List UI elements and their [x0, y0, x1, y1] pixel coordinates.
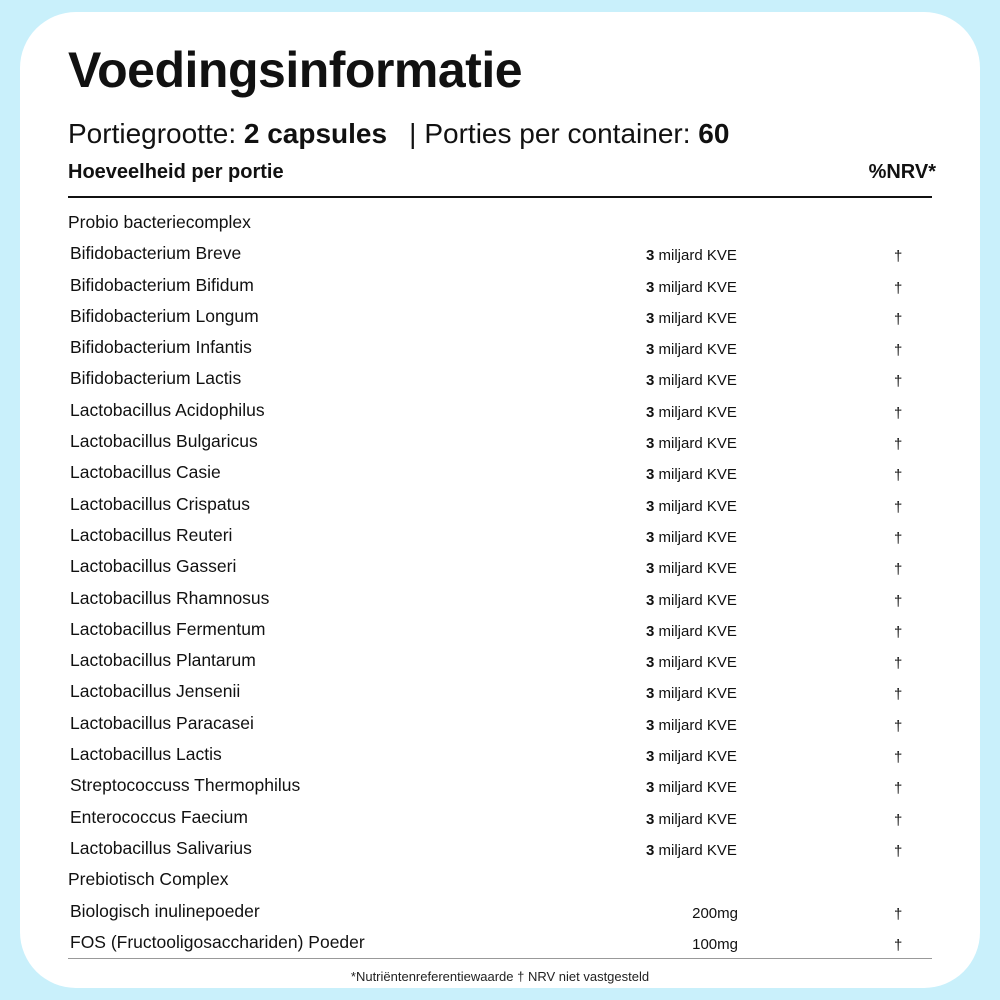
ingredient-amount [646, 341, 737, 358]
ingredient-amount [646, 466, 737, 483]
nrv-value: † [894, 404, 903, 422]
ingredient-amount [646, 842, 737, 859]
ingredient-name: Enterococcus Faecium [70, 806, 248, 827]
amount-unit: miljard KVE [654, 435, 737, 453]
ingredient-name: Biologisch inulinepoeder [70, 900, 260, 921]
ingredient-row [68, 742, 932, 773]
serving-size-label: Portiegrootte: [68, 118, 244, 149]
ingredient-row [68, 554, 932, 585]
group-heading-row [68, 867, 932, 898]
ingredient-row [68, 930, 932, 961]
ingredient-row [68, 805, 932, 836]
amount-per-serving-heading: Hoeveelheid per portie [68, 161, 284, 183]
ingredient-amount [646, 404, 737, 421]
ingredient-row [68, 398, 932, 429]
amount-unit: miljard KVE [654, 278, 737, 296]
ingredient-amount [646, 748, 737, 765]
amount-number: 3 [646, 591, 655, 609]
ingredient-row [68, 273, 932, 304]
nrv-value: † [894, 936, 903, 954]
amount-unit: miljard KVE [654, 810, 737, 828]
ingredient-row [68, 836, 932, 867]
nrv-value: † [894, 248, 903, 266]
amount-number: 3 [646, 309, 655, 327]
ingredient-name: Bifidobacterium Longum [70, 305, 259, 326]
ingredient-row [68, 492, 932, 523]
amount-number: 3 [646, 278, 655, 296]
group-heading-row [68, 210, 932, 241]
ingredient-amount [646, 560, 737, 577]
amount-unit: miljard KVE [654, 341, 737, 359]
ingredient-name: Lactobacillus Fermentum [70, 618, 266, 639]
nrv-value: † [894, 467, 903, 485]
ingredient-amount [646, 654, 737, 671]
ingredient-row [68, 773, 932, 804]
servings-per-container-value: 60 [698, 118, 730, 149]
nrv-value: † [894, 279, 903, 297]
ingredient-amount [646, 592, 737, 609]
nrv-value: † [894, 342, 903, 360]
ingredient-name: Bifidobacterium Lactis [70, 368, 242, 389]
ingredient-name: Lactobacillus Plantarum [70, 650, 256, 671]
amount-unit: miljard KVE [654, 716, 737, 734]
ingredient-amount [646, 623, 737, 640]
table-header [68, 158, 936, 186]
nrv-value: † [894, 623, 903, 641]
ingredient-row [68, 648, 932, 679]
ingredient-name: Lactobacillus Paracasei [70, 712, 254, 733]
ingredient-row [68, 429, 932, 460]
nrv-value: † [894, 592, 903, 610]
ingredient-table [68, 210, 932, 961]
ingredient-name: Lactobacillus Reuteri [70, 524, 233, 545]
ingredient-name: Lactobacillus Rhamnosus [70, 587, 270, 608]
ingredient-name: Bifidobacterium Infantis [70, 337, 252, 358]
ingredient-row [68, 460, 932, 491]
amount-number: 3 [646, 779, 655, 797]
ingredient-amount [646, 498, 737, 515]
ingredient-name: Lactobacillus Crispatus [70, 493, 250, 514]
ingredient-amount [646, 279, 737, 296]
amount-number: 3 [646, 716, 655, 734]
nrv-value: † [894, 842, 903, 860]
ingredient-amount [646, 811, 737, 828]
amount-number: 3 [646, 685, 655, 703]
amount-unit: miljard KVE [654, 685, 737, 703]
ingredient-row [68, 586, 932, 617]
ingredient-name: Lactobacillus Lactis [70, 744, 222, 765]
amount-unit: miljard KVE [654, 309, 737, 327]
ingredient-name: Bifidobacterium Bifidum [70, 274, 254, 295]
amount-number: 3 [646, 654, 655, 672]
amount-unit: miljard KVE [654, 622, 737, 640]
ingredient-amount: 100mg [692, 935, 738, 953]
amount-unit: miljard KVE [654, 654, 737, 672]
ingredient-amount [646, 435, 737, 452]
nrv-value: † [894, 780, 903, 798]
nrv-value: † [894, 686, 903, 704]
amount-number: 3 [646, 372, 655, 390]
ingredient-row [68, 679, 932, 710]
ingredient-row [68, 899, 932, 930]
nrv-value: † [894, 749, 903, 767]
amount-number: 3 [646, 748, 655, 766]
label-title: Voedingsinformatie [68, 42, 523, 98]
amount-unit: miljard KVE [654, 247, 737, 265]
nrv-value: † [894, 717, 903, 735]
group-heading: Prebiotisch Complex [68, 869, 229, 890]
amount-number: 3 [646, 560, 655, 578]
amount-number: 3 [646, 403, 655, 421]
footer-divider [68, 958, 932, 959]
ingredient-name: FOS (Fructooligosacchariden) Poeder [70, 931, 365, 952]
ingredient-name: Streptococcuss Thermophilus [70, 775, 301, 796]
nrv-heading: %NRV* [868, 161, 936, 183]
nrv-value: † [894, 561, 903, 579]
serving-separator: | [409, 118, 417, 149]
ingredient-amount [646, 779, 737, 796]
ingredient-name: Lactobacillus Salivarius [70, 837, 252, 858]
ingredient-amount [646, 372, 737, 389]
nrv-value: † [894, 310, 903, 328]
amount-unit: miljard KVE [654, 748, 737, 766]
ingredient-amount [646, 717, 737, 734]
amount-unit: miljard KVE [654, 528, 737, 546]
ingredient-amount [646, 685, 737, 702]
ingredient-name: Bifidobacterium Breve [70, 243, 242, 264]
amount-unit: miljard KVE [654, 403, 737, 421]
ingredient-name: Lactobacillus Gasseri [70, 556, 237, 577]
amount-unit: miljard KVE [654, 779, 737, 797]
nrv-value: † [894, 498, 903, 516]
amount-number: 3 [646, 810, 655, 828]
amount-unit: miljard KVE [654, 466, 737, 484]
servings-per-container-label: Porties per container: [424, 118, 699, 149]
nrv-value: † [894, 373, 903, 391]
ingredient-row [68, 241, 932, 272]
ingredient-row [68, 335, 932, 366]
header-divider [68, 196, 932, 198]
ingredient-amount [646, 310, 737, 327]
amount-unit: miljard KVE [654, 560, 737, 578]
nrv-value: † [894, 905, 903, 923]
nrv-value: † [894, 529, 903, 547]
amount-number: 3 [646, 341, 655, 359]
nrv-value: † [894, 655, 903, 673]
ingredient-amount [646, 529, 737, 546]
ingredient-row [68, 304, 932, 335]
nrv-value: † [894, 811, 903, 829]
amount-number: 3 [646, 528, 655, 546]
ingredient-name: Lactobacillus Jensenii [70, 681, 241, 702]
amount-number: 3 [646, 435, 655, 453]
nutrition-label-card [20, 12, 980, 988]
ingredient-row [68, 711, 932, 742]
ingredient-row [68, 617, 932, 648]
amount-number: 3 [646, 247, 655, 265]
serving-info [68, 116, 729, 152]
amount-unit: miljard KVE [654, 497, 737, 515]
nrv-value: † [894, 436, 903, 454]
ingredient-amount [646, 247, 737, 264]
ingredient-name: Lactobacillus Bulgaricus [70, 431, 258, 452]
ingredient-amount: 200mg [692, 904, 738, 922]
serving-size-value: 2 capsules [243, 118, 388, 149]
ingredient-row [68, 366, 932, 397]
ingredient-name: Lactobacillus Acidophilus [70, 399, 265, 420]
amount-unit: miljard KVE [654, 841, 737, 859]
amount-number: 3 [646, 497, 655, 515]
footnote: *Nutriëntenreferentiewaarde † NRV niet vastgesteld [350, 969, 650, 984]
group-heading: Probio bacteriecomplex [68, 212, 251, 232]
amount-number: 3 [646, 841, 655, 859]
amount-unit: miljard KVE [654, 591, 737, 609]
ingredient-name: Lactobacillus Casie [70, 462, 221, 483]
amount-unit: miljard KVE [654, 372, 737, 390]
ingredient-row [68, 523, 932, 554]
amount-number: 3 [646, 622, 655, 640]
amount-number: 3 [646, 466, 655, 484]
